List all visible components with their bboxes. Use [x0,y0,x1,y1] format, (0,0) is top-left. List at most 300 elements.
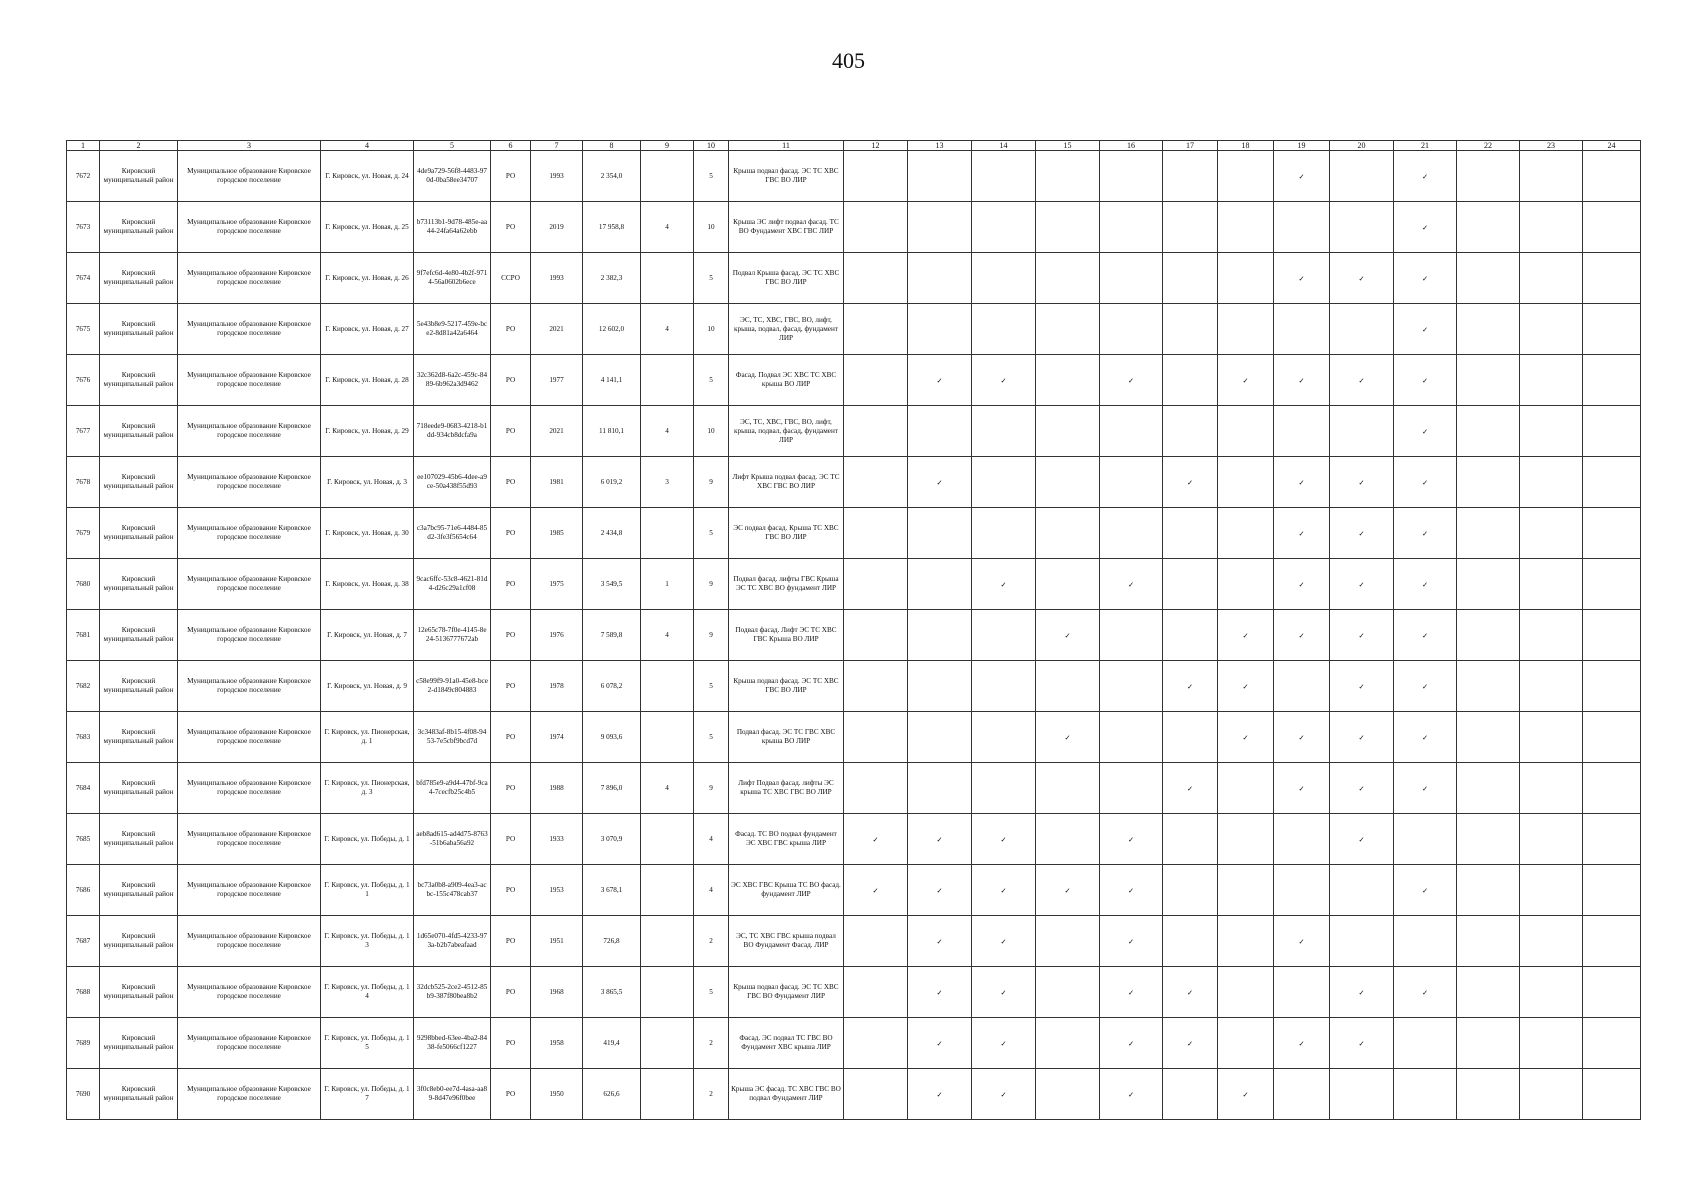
empty-cell [1218,814,1274,865]
check-mark-icon: ✓ [1274,1018,1330,1069]
empty-cell [844,661,908,712]
works-cell: ЭС, ТС, ХВС, ГВС, ВО, лифт, крыша, подвал, фасад, фундамент ЛИР [729,406,844,457]
empty-cell [972,151,1036,202]
column-header: 15 [1036,141,1100,151]
empty-cell [1583,1018,1641,1069]
check-mark-icon: ✓ [844,814,908,865]
empty-cell [844,1069,908,1120]
guid-cell: 718eede9-0683-4218-b1dd-934cb8dcfa9a [414,406,491,457]
row-number: 7679 [67,508,100,559]
guid-cell: ee107029-45b6-4dee-a9ce-50a438f55d93 [414,457,491,508]
works-cell: Лифт Подвал фасад. лифты ЭС крыша ТС ХВС ГВС ВО ЛИР [729,763,844,814]
empty-cell [1457,559,1520,610]
empty-cell [1583,202,1641,253]
empty-cell [972,508,1036,559]
empty-cell [1163,865,1218,916]
check-mark-icon: ✓ [1274,763,1330,814]
check-mark-icon: ✓ [1330,355,1394,406]
area-cell: 9 093,6 [583,712,641,763]
check-mark-icon: ✓ [1100,814,1163,865]
type-cell: РО [491,967,531,1018]
year-cell: 1988 [531,763,583,814]
empty-cell [908,151,972,202]
district-cell: Кировский муниципальный район [100,355,178,406]
empty-cell [1100,253,1163,304]
col9-cell: 4 [641,202,694,253]
column-header: 3 [178,141,321,151]
table-body [67,151,1641,1120]
col9-cell [641,814,694,865]
check-mark-icon: ✓ [1036,610,1100,661]
check-mark-icon: ✓ [1274,457,1330,508]
empty-cell [1457,355,1520,406]
table-row [67,406,1641,457]
row-number: 7690 [67,1069,100,1120]
check-mark-icon: ✓ [1274,253,1330,304]
municipality-cell: Муниципальное образование Кировское городское поселение [178,763,321,814]
empty-cell [1036,661,1100,712]
empty-cell [1036,457,1100,508]
check-mark-icon: ✓ [1330,814,1394,865]
column-header: 23 [1520,141,1583,151]
table-row [67,865,1641,916]
empty-cell [1520,1069,1583,1120]
page-number: 405 [832,48,865,73]
works-cell: Фасад. Подвал ЭС ХВС ТС ХВС крыша ВО ЛИР [729,355,844,406]
check-mark-icon: ✓ [1394,355,1457,406]
column-header: 20 [1330,141,1394,151]
check-mark-icon: ✓ [1394,610,1457,661]
column-header: 18 [1218,141,1274,151]
municipality-cell: Муниципальное образование Кировское городское поселение [178,202,321,253]
address-cell: Г. Кировск, ул. Пионерская, д. 1 [321,712,414,763]
address-cell: Г. Кировск, ул. Победы, д. 13 [321,916,414,967]
municipality-cell: Муниципальное образование Кировское городское поселение [178,406,321,457]
check-mark-icon: ✓ [1330,457,1394,508]
empty-cell [1036,763,1100,814]
address-cell: Г. Кировск, ул. Новая, д. 25 [321,202,414,253]
check-mark-icon: ✓ [1330,967,1394,1018]
col10-cell: 2 [694,1069,729,1120]
empty-cell [1100,610,1163,661]
empty-cell [1457,406,1520,457]
col9-cell [641,865,694,916]
municipality-cell: Муниципальное образование Кировское городское поселение [178,1069,321,1120]
column-header: 22 [1457,141,1520,151]
empty-cell [1218,1018,1274,1069]
address-cell: Г. Кировск, ул. Новая, д. 29 [321,406,414,457]
empty-cell [972,610,1036,661]
empty-cell [844,508,908,559]
row-number: 7674 [67,253,100,304]
empty-cell [1218,457,1274,508]
empty-cell [908,559,972,610]
check-mark-icon: ✓ [1394,661,1457,712]
district-cell: Кировский муниципальный район [100,814,178,865]
check-mark-icon: ✓ [972,865,1036,916]
empty-cell [1457,508,1520,559]
column-header: 14 [972,141,1036,151]
empty-cell [1330,304,1394,355]
district-cell: Кировский муниципальный район [100,661,178,712]
check-mark-icon: ✓ [1330,763,1394,814]
check-mark-icon: ✓ [1330,712,1394,763]
empty-cell [1457,967,1520,1018]
empty-cell [1520,406,1583,457]
empty-cell [1163,610,1218,661]
empty-cell [972,304,1036,355]
address-cell: Г. Кировск, ул. Новая, д. 24 [321,151,414,202]
works-cell: Крыша подвал фасад. ЭС ТС ХВС ГВС ВО Фундамент ЛИР [729,967,844,1018]
empty-cell [1218,304,1274,355]
col9-cell [641,508,694,559]
municipality-cell: Муниципальное образование Кировское городское поселение [178,865,321,916]
address-cell: Г. Кировск, ул. Новая, д. 7 [321,610,414,661]
column-header: 12 [844,141,908,151]
empty-cell [972,763,1036,814]
empty-cell [844,406,908,457]
check-mark-icon: ✓ [1274,916,1330,967]
row-number: 7681 [67,610,100,661]
empty-cell [908,406,972,457]
empty-cell [1520,1018,1583,1069]
address-cell: Г. Кировск, ул. Победы, д. 11 [321,865,414,916]
empty-cell [844,304,908,355]
column-header: 13 [908,141,972,151]
row-number: 7676 [67,355,100,406]
check-mark-icon: ✓ [908,1069,972,1120]
empty-cell [1218,916,1274,967]
col9-cell: 4 [641,406,694,457]
empty-cell [1394,814,1457,865]
empty-cell [1330,865,1394,916]
empty-cell [1520,559,1583,610]
check-mark-icon: ✓ [1394,253,1457,304]
col9-cell [641,253,694,304]
row-number: 7672 [67,151,100,202]
empty-cell [1457,1069,1520,1120]
col9-cell: 3 [641,457,694,508]
type-cell: РО [491,151,531,202]
empty-cell [1163,814,1218,865]
col9-cell [641,712,694,763]
empty-cell [1457,202,1520,253]
guid-cell: 3c3483af-8b15-4f08-9453-7e5cbf9bcd7d [414,712,491,763]
empty-cell [844,1018,908,1069]
empty-cell [1583,763,1641,814]
municipality-cell: Муниципальное образование Кировское городское поселение [178,610,321,661]
check-mark-icon: ✓ [1274,151,1330,202]
area-cell: 3 549,5 [583,559,641,610]
guid-cell: bc73a0b8-a909-4ea3-acbc-155c478cab37 [414,865,491,916]
column-header: 5 [414,141,491,151]
empty-cell [1583,253,1641,304]
municipality-cell: Муниципальное образование Кировское городское поселение [178,253,321,304]
empty-cell [972,406,1036,457]
district-cell: Кировский муниципальный район [100,1069,178,1120]
type-cell: РО [491,304,531,355]
empty-cell [844,151,908,202]
check-mark-icon: ✓ [844,865,908,916]
empty-cell [1218,559,1274,610]
check-mark-icon: ✓ [1330,610,1394,661]
guid-cell: 32c362d8-6a2c-459c-8489-6b962a3d9462 [414,355,491,406]
district-cell: Кировский муниципальный район [100,457,178,508]
works-cell: Подвал фасад. лифты ГВС Крыша ЭС ТС ХВС ВО фундамент ЛИР [729,559,844,610]
year-cell: 1933 [531,814,583,865]
table-row [67,304,1641,355]
check-mark-icon: ✓ [1394,559,1457,610]
municipality-cell: Муниципальное образование Кировское городское поселение [178,661,321,712]
empty-cell [1036,559,1100,610]
works-cell: Крыша подвал фасад. ЭС ТС ХВС ГВС ВО ЛИР [729,151,844,202]
empty-cell [1583,610,1641,661]
empty-cell [1520,610,1583,661]
empty-cell [1163,202,1218,253]
municipality-cell: Муниципальное образование Кировское городское поселение [178,814,321,865]
empty-cell [1163,406,1218,457]
col9-cell [641,1018,694,1069]
empty-cell [1583,865,1641,916]
guid-cell: 32dcb525-2ce2-4512-85b9-387f80bea8b2 [414,967,491,1018]
table-row [67,457,1641,508]
check-mark-icon: ✓ [1100,865,1163,916]
empty-cell [1218,253,1274,304]
area-cell: 7 589,8 [583,610,641,661]
area-cell: 7 896,0 [583,763,641,814]
empty-cell [1583,508,1641,559]
table-row [67,253,1641,304]
check-mark-icon: ✓ [1100,1069,1163,1120]
empty-cell [1583,661,1641,712]
empty-cell [1457,253,1520,304]
empty-cell [1100,712,1163,763]
empty-cell [1583,151,1641,202]
type-cell: РО [491,457,531,508]
column-header: 4 [321,141,414,151]
empty-cell [1520,712,1583,763]
guid-cell: 9cac6ffc-53c8-4621-81d4-d26c29a1cf08 [414,559,491,610]
empty-cell [1100,661,1163,712]
column-header: 6 [491,141,531,151]
empty-cell [1457,763,1520,814]
check-mark-icon: ✓ [908,865,972,916]
table-row [67,508,1641,559]
district-cell: Кировский муниципальный район [100,610,178,661]
col9-cell: 1 [641,559,694,610]
empty-cell [1457,457,1520,508]
empty-cell [1457,1018,1520,1069]
empty-cell [1457,610,1520,661]
empty-cell [1163,253,1218,304]
col9-cell [641,1069,694,1120]
row-number: 7678 [67,457,100,508]
empty-cell [908,763,972,814]
empty-cell [1520,355,1583,406]
guid-cell: 9f7efc6d-4e80-4b2f-9714-56a0602b6ece [414,253,491,304]
year-cell: 1974 [531,712,583,763]
type-cell: РО [491,661,531,712]
address-cell: Г. Кировск, ул. Новая, д. 27 [321,304,414,355]
address-cell: Г. Кировск, ул. Новая, д. 9 [321,661,414,712]
empty-cell [908,610,972,661]
check-mark-icon: ✓ [1036,712,1100,763]
works-cell: Крыша ЭС фасад. ТС ХВС ГВС ВО подвал Фундамент ЛИР [729,1069,844,1120]
register-table [66,140,1641,1120]
check-mark-icon: ✓ [1394,202,1457,253]
check-mark-icon: ✓ [972,355,1036,406]
year-cell: 2019 [531,202,583,253]
check-mark-icon: ✓ [1218,610,1274,661]
address-cell: Г. Кировск, ул. Победы, д. 14 [321,967,414,1018]
empty-cell [1100,508,1163,559]
type-cell: РО [491,406,531,457]
check-mark-icon: ✓ [972,1018,1036,1069]
guid-cell: 1d65e070-4fd5-4233-973a-b2b7abeafaad [414,916,491,967]
year-cell: 1968 [531,967,583,1018]
empty-cell [844,202,908,253]
address-cell: Г. Кировск, ул. Победы, д. 1 [321,814,414,865]
empty-cell [1520,457,1583,508]
table-row [67,355,1641,406]
area-cell: 12 602,0 [583,304,641,355]
empty-cell [1274,406,1330,457]
empty-cell [1394,1018,1457,1069]
col10-cell: 5 [694,355,729,406]
empty-cell [844,967,908,1018]
area-cell: 626,6 [583,1069,641,1120]
check-mark-icon: ✓ [1274,508,1330,559]
empty-cell [1274,967,1330,1018]
type-cell: РО [491,763,531,814]
check-mark-icon: ✓ [908,457,972,508]
empty-cell [1036,1069,1100,1120]
area-cell: 2 434,8 [583,508,641,559]
works-cell: Подвал Крыша фасад. ЭС ТС ХВС ГВС ВО ЛИР [729,253,844,304]
empty-cell [908,661,972,712]
column-header: 7 [531,141,583,151]
empty-cell [1218,406,1274,457]
col10-cell: 4 [694,865,729,916]
empty-cell [1583,967,1641,1018]
district-cell: Кировский муниципальный район [100,763,178,814]
check-mark-icon: ✓ [1330,1018,1394,1069]
column-header: 10 [694,141,729,151]
municipality-cell: Муниципальное образование Кировское городское поселение [178,508,321,559]
municipality-cell: Муниципальное образование Кировское городское поселение [178,1018,321,1069]
address-cell: Г. Кировск, ул. Новая, д. 38 [321,559,414,610]
area-cell: 17 958,8 [583,202,641,253]
empty-cell [972,712,1036,763]
col10-cell: 5 [694,151,729,202]
area-cell: 3 865,5 [583,967,641,1018]
empty-cell [1394,916,1457,967]
column-header: 2 [100,141,178,151]
empty-cell [1457,814,1520,865]
empty-cell [1457,661,1520,712]
district-cell: Кировский муниципальный район [100,253,178,304]
empty-cell [1520,967,1583,1018]
municipality-cell: Муниципальное образование Кировское городское поселение [178,916,321,967]
row-number: 7684 [67,763,100,814]
works-cell: Подвал фасад. ЭС ТС ГВС ХВС крыша ВО ЛИР [729,712,844,763]
check-mark-icon: ✓ [1274,610,1330,661]
check-mark-icon: ✓ [908,916,972,967]
empty-cell [1218,967,1274,1018]
empty-cell [1036,406,1100,457]
area-cell: 11 810,1 [583,406,641,457]
check-mark-icon: ✓ [1163,661,1218,712]
col10-cell: 5 [694,661,729,712]
empty-cell [1457,151,1520,202]
works-cell: Фасад. ТС ВО подвал фундамент ЭС ХВС ГВС крыша ЛИР [729,814,844,865]
empty-cell [1520,661,1583,712]
type-cell: РО [491,916,531,967]
check-mark-icon: ✓ [1218,661,1274,712]
year-cell: 1978 [531,661,583,712]
empty-cell [1274,814,1330,865]
check-mark-icon: ✓ [1218,712,1274,763]
empty-cell [1457,304,1520,355]
year-cell: 1993 [531,151,583,202]
check-mark-icon: ✓ [972,814,1036,865]
header-row [67,141,1641,151]
empty-cell [1036,967,1100,1018]
empty-cell [1457,712,1520,763]
address-cell: Г. Кировск, ул. Новая, д. 3 [321,457,414,508]
type-cell: РО [491,508,531,559]
row-number: 7673 [67,202,100,253]
check-mark-icon: ✓ [1394,457,1457,508]
empty-cell [1036,916,1100,967]
area-cell: 726,8 [583,916,641,967]
col9-cell [641,661,694,712]
empty-cell [908,508,972,559]
check-mark-icon: ✓ [908,355,972,406]
empty-cell [1330,916,1394,967]
check-mark-icon: ✓ [1330,559,1394,610]
row-number: 7677 [67,406,100,457]
empty-cell [1520,304,1583,355]
col9-cell: 4 [641,304,694,355]
empty-cell [1163,559,1218,610]
district-cell: Кировский муниципальный район [100,202,178,253]
year-cell: 1951 [531,916,583,967]
works-cell: Лифт Крыша подвал фасад. ЭС ТС ХВС ГВС ВО ЛИР [729,457,844,508]
empty-cell [1583,304,1641,355]
municipality-cell: Муниципальное образование Кировское городское поселение [178,457,321,508]
check-mark-icon: ✓ [908,1018,972,1069]
check-mark-icon: ✓ [1330,508,1394,559]
type-cell: РО [491,1069,531,1120]
empty-cell [1520,865,1583,916]
guid-cell: c58e99f9-91a0-45e8-bce2-d1849c804883 [414,661,491,712]
empty-cell [844,763,908,814]
address-cell: Г. Кировск, ул. Победы, д. 17 [321,1069,414,1120]
area-cell: 6 078,2 [583,661,641,712]
check-mark-icon: ✓ [1274,712,1330,763]
check-mark-icon: ✓ [1394,508,1457,559]
column-header: 8 [583,141,641,151]
empty-cell [1218,763,1274,814]
empty-cell [1520,508,1583,559]
empty-cell [1100,304,1163,355]
guid-cell: 5e43b8e9-5217-459e-bce2-8d81a42a6464 [414,304,491,355]
col10-cell: 5 [694,712,729,763]
district-cell: Кировский муниципальный район [100,712,178,763]
row-number: 7686 [67,865,100,916]
check-mark-icon: ✓ [1163,967,1218,1018]
